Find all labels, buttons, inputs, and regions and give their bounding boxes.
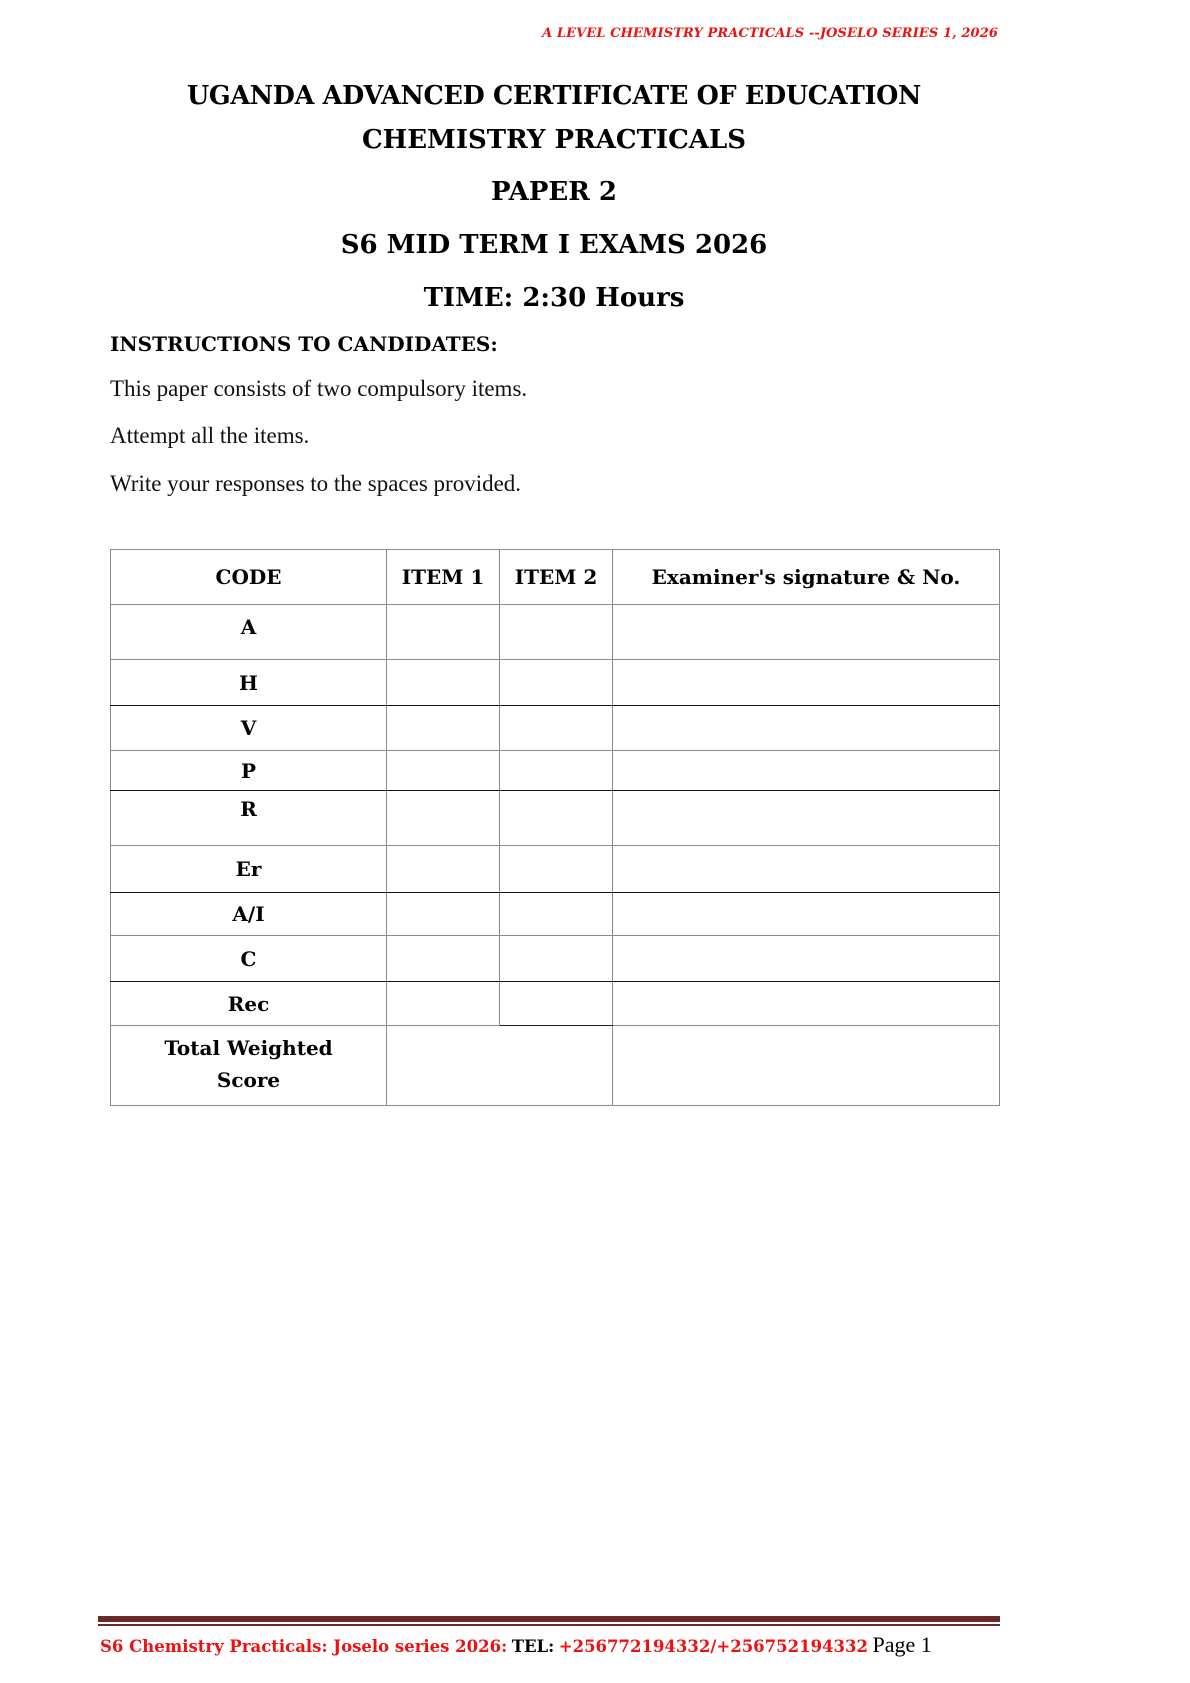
item2-score-cell[interactable] [500,846,613,893]
code-cell: R [111,791,387,846]
examiner-signature-cell[interactable] [613,605,1000,660]
table-row [111,751,1000,791]
score-table [110,549,1000,1106]
title-block [110,74,998,320]
total-label-line1: Total Weighted [164,1036,333,1060]
footer-rule [98,1616,1000,1622]
code-cell: H [111,660,387,706]
table-header-row [111,550,1000,605]
page-number: Page 1 [872,1632,932,1657]
footer-rule-thin [98,1624,1000,1626]
instructions-heading: INSTRUCTIONS TO CANDIDATES: [110,332,498,356]
item1-score-cell[interactable] [387,605,500,660]
instruction-line: Attempt all the items. [110,423,310,448]
item1-score-cell[interactable] [387,751,500,791]
total-examiner-signature-cell[interactable] [613,1026,1000,1106]
examiner-signature-cell[interactable] [613,791,1000,846]
examiner-signature-cell[interactable] [613,893,1000,936]
instruction-line: Write your responses to the spaces provided. [110,471,522,496]
table-row [111,605,1000,660]
item1-score-cell[interactable] [387,893,500,936]
footer-tel-label: TEL: [511,1637,555,1656]
examiner-signature-cell[interactable] [613,751,1000,791]
item2-score-cell[interactable] [500,751,613,791]
table-row [111,791,1000,846]
item2-score-cell[interactable] [500,791,613,846]
code-cell: P [111,751,387,791]
total-score-cell[interactable] [387,1026,613,1106]
running-header: A LEVEL CHEMISTRY PRACTICALS --JOSELO SERIES 1, 2026 [542,26,998,41]
item1-score-cell[interactable] [387,660,500,706]
item2-score-cell[interactable] [500,982,613,1026]
page-footer [100,1632,1000,1658]
code-cell: A [111,605,387,660]
table-row [111,893,1000,936]
table-row [111,982,1000,1026]
header-item1: ITEM 1 [387,550,500,605]
title-paper: PAPER 2 [491,177,617,207]
code-cell: Er [111,846,387,893]
table-row [111,936,1000,982]
examiner-signature-cell[interactable] [613,706,1000,751]
title-board: UGANDA ADVANCED CERTIFICATE OF EDUCATION [186,81,922,111]
total-label-line2: Score [216,1068,281,1092]
header-examiner-signature: Examiner's signature & No. [613,550,1000,605]
code-cell: V [111,706,387,751]
code-cell: Rec [111,982,387,1026]
examiner-signature-cell[interactable] [613,936,1000,982]
item1-score-cell[interactable] [387,982,500,1026]
footer-tel-numbers: +256772194332/+256752194332 [558,1637,868,1656]
code-cell: A/I [111,893,387,936]
examiner-signature-cell[interactable] [613,660,1000,706]
table-row [111,706,1000,751]
table-row [111,660,1000,706]
item2-score-cell[interactable] [500,893,613,936]
item1-score-cell[interactable] [387,706,500,751]
title-subject: CHEMISTRY PRACTICALS [361,125,747,155]
footer-title: S6 Chemistry Practicals: Joselo series 2026: [100,1637,508,1656]
instruction-line: This paper consists of two compulsory items. [110,376,528,401]
title-time: TIME: 2:30 Hours [423,283,685,313]
code-cell: C [111,936,387,982]
examiner-signature-cell[interactable] [613,846,1000,893]
total-weighted-score-row [111,1026,1000,1106]
item1-score-cell[interactable] [387,846,500,893]
item1-score-cell[interactable] [387,936,500,982]
title-exam: S6 MID TERM I EXAMS 2026 [340,230,768,260]
item2-score-cell[interactable] [500,660,613,706]
item2-score-cell[interactable] [500,706,613,751]
table-row [111,846,1000,893]
examiner-signature-cell[interactable] [613,982,1000,1026]
header-code: CODE [111,550,387,605]
item1-score-cell[interactable] [387,791,500,846]
header-item2: ITEM 2 [500,550,613,605]
total-weighted-score-label [111,1026,387,1106]
item2-score-cell[interactable] [500,936,613,982]
item2-score-cell[interactable] [500,605,613,660]
